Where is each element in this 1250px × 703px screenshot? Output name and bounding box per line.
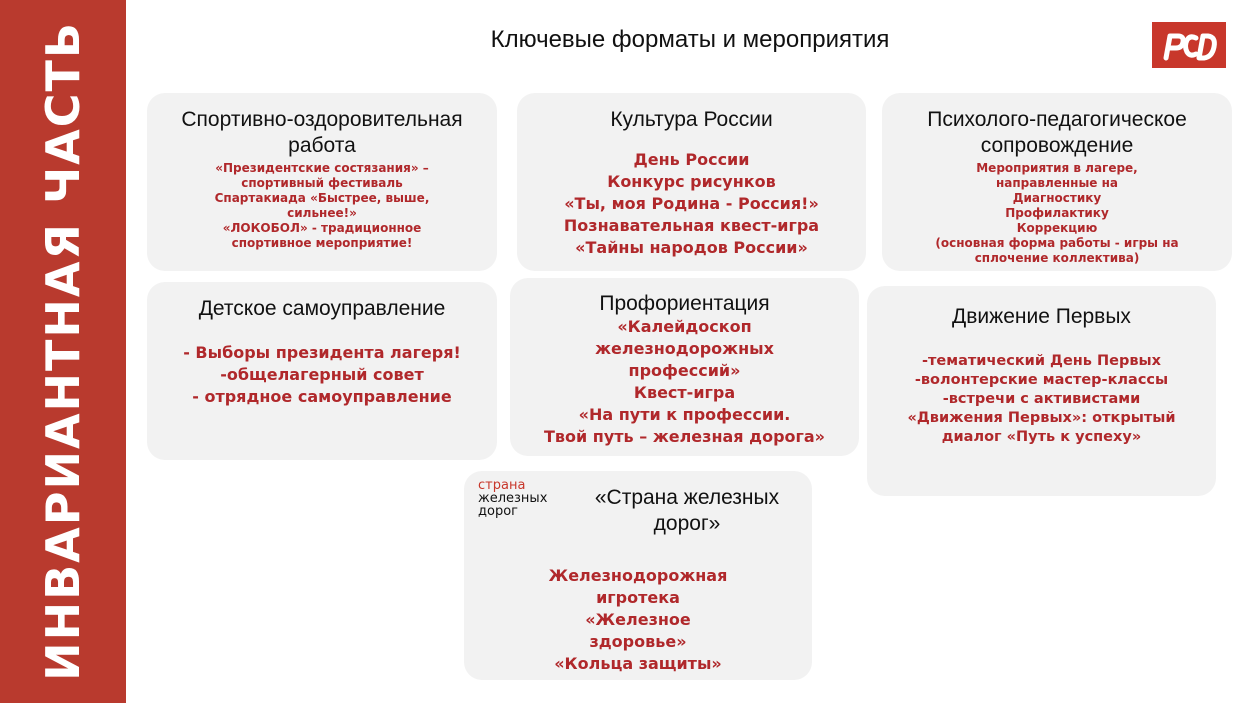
- card-body: - Выборы президента лагеря! -общелагерный совет - отрядное самоуправление: [183, 343, 461, 406]
- card-railway-country: [464, 471, 812, 680]
- card-title: Детское самоуправление: [198, 297, 446, 320]
- page-title: Ключевые форматы и мероприятия: [490, 26, 890, 53]
- card-title: Движение Первых: [952, 305, 1131, 328]
- card-title: «Страна железных дорог»: [594, 486, 780, 535]
- rzd-logo-icon: [1152, 22, 1226, 68]
- card-movement-first: [867, 286, 1216, 496]
- card-title: Культура России: [610, 108, 773, 131]
- logo-line: страна: [478, 478, 526, 493]
- logo-line: железных: [478, 491, 548, 506]
- card-body: «Калейдоскоп железнодорожных профессий» Квест-игра «На пути к профессии. Твой путь – железная дорога»: [543, 317, 825, 446]
- sidebar-label: ИНВАРИАНТНАЯ ЧАСТЬ: [36, 21, 90, 681]
- card-title: Профориентация: [599, 292, 770, 315]
- card-self-government: [147, 282, 497, 460]
- card-sport: [147, 93, 497, 271]
- card-body: День России Конкурс рисунков «Ты, моя Родина - Россия!» Познавательная квест-игра «Тайны народов России»: [563, 150, 820, 257]
- card-body: Мероприятия в лагере, направленные на Диагностику Профилактику Коррекцию (основная форма работы - игры на сплочение коллектива): [935, 161, 1179, 265]
- card-title: Психолого-педагогическое сопровождение: [927, 108, 1187, 157]
- railway-country-logo: [478, 479, 547, 518]
- card-title: Спортивно-оздоровительная работа: [181, 108, 463, 157]
- card-body: -тематический День Первых -волонтерские мастер-классы -встречи с активистами «Движения Первых»: открытый диалог «Путь к успеху»: [907, 353, 1176, 445]
- card-psychology: [882, 93, 1232, 271]
- card-culture: [517, 93, 866, 271]
- card-career-guidance: [510, 278, 859, 456]
- card-body: Железнодорожная игротека «Железное здоровье» «Кольца защиты»: [548, 566, 728, 673]
- card-body: «Президентские состязания» – спортивный фестиваль Спартакиада «Быстрее, выше, сильнее!» «ЛОКОБОЛ» - традиционное спортивное мероприятие!: [214, 161, 430, 250]
- logo-line: дорог: [478, 504, 518, 519]
- sidebar-banner: [0, 0, 126, 703]
- rzd-logo-icon-glyph: [1152, 22, 1226, 68]
